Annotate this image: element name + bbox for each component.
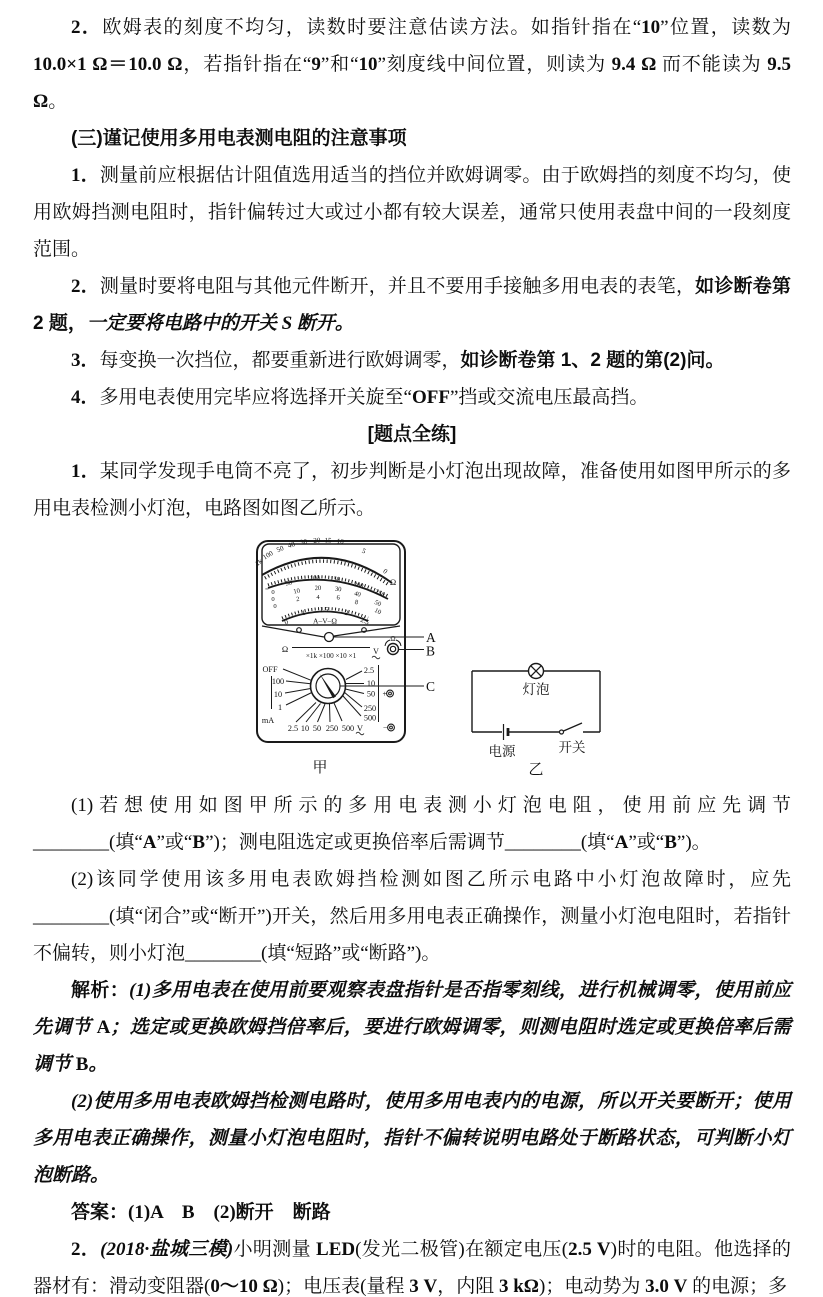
selector-position-label: 1 <box>277 703 283 712</box>
lamp-icon <box>529 664 544 679</box>
battery-label: 电源 <box>488 744 516 759</box>
panel-v-line <box>262 626 324 637</box>
meter-scale-label: 0 <box>271 589 275 596</box>
paragraph-answer: 答案：(1)A B (2)断开 断路 <box>71 1202 331 1223</box>
meter-scale-label: 6 <box>336 594 341 602</box>
meter-scale-label: 40 <box>286 540 296 550</box>
switch-icon <box>560 723 583 734</box>
selector-position-label: 250 <box>363 704 377 713</box>
section-heading-notes: (三)谨记使用多用电表测电阻的注意事项 <box>71 128 407 149</box>
ac-tilde-icon <box>372 656 380 659</box>
selector-right-labels <box>364 666 376 723</box>
switch-label: 开关 <box>558 740 586 755</box>
meter-scale-label: 5 <box>360 546 368 556</box>
selector-pointer-icon <box>320 674 337 699</box>
dc-symbol: = <box>265 586 269 593</box>
meter-scale-label: 8 <box>353 598 359 607</box>
multimeter-icon <box>253 536 436 776</box>
circuit-labels <box>489 682 587 759</box>
selector-position-label: 50 <box>312 724 322 733</box>
multiplier-row-label: ×1k ×100 ×10 ×1 <box>305 652 357 660</box>
paragraph-question-1-blank-2: (2)该同学使用该多用电表欧姆挡检测如图乙所示电路中小灯泡故障时，应先________(填“闭合”或“断开”)开关，然后用多用电表正确操作，测量小灯泡电阻时，若指针不偏转，则小灯泡________(填“短路”或“断路”)。 <box>33 869 791 964</box>
paragraph-note-4: 4．多用电表使用完毕应将选择开关旋至“OFF”挡或交流电压最高挡。 <box>71 387 649 408</box>
meter-scale-label: 100 <box>261 549 275 562</box>
selector-spokes-left <box>283 669 312 705</box>
avo-unit-label: A–V–Ω <box>313 616 337 626</box>
selector-position-label: 100 <box>271 677 285 686</box>
meter-scale-label: 2 <box>295 595 300 604</box>
callout-a-label: A <box>426 630 436 645</box>
meter-scale-label: 10 <box>336 537 345 546</box>
plus-terminal-label: + <box>382 689 388 699</box>
ohm-adjust-label: Ω <box>390 635 396 643</box>
selector-unit-label: V <box>356 723 364 733</box>
selector-spokes-bottom <box>296 703 342 723</box>
plus-terminal-icon <box>389 692 392 695</box>
meter-scale-label: 30 <box>334 585 342 594</box>
meter-scale-label: 100 <box>309 574 321 583</box>
meter-scale-label: 50 <box>284 579 293 588</box>
meter-scale-label: 150 <box>329 575 341 584</box>
callout-letters <box>426 630 436 694</box>
callout-b-label: B <box>426 643 436 659</box>
meter-scale-label: 250 <box>373 588 386 599</box>
meter-scale-label: 15 <box>324 536 332 545</box>
dial-screw-icon <box>297 628 302 633</box>
meter-scale-label: 0 <box>271 596 275 603</box>
meter-scale-label: 2.5 <box>359 615 371 627</box>
ohm-range-label: Ω <box>281 644 289 654</box>
meter-scale-label: 200 <box>352 580 365 591</box>
plus-terminal-icon <box>387 690 394 697</box>
selector-position-label: 10 <box>273 690 283 699</box>
paragraph-analysis-2: (2)使用多用电表欧姆挡检测电路时，使用多用电表内的电源，所以开关要断开；使用多用电表正确操作，测量小灯泡电阻时，指针不偏转说明电路处于断路状态，可判断小灯泡断路。 <box>33 1091 791 1186</box>
paragraph-note-1: 1．测量前应根据估计阻值选用适当的挡位并欧姆调零。由于欧姆挡的刻度不均匀，使用欧姆挡测电阻时，指针偏转过大或过小都有较大误差，通常只使用表盘中间的一段刻度范围。 <box>33 165 791 260</box>
ohm-unit-label: Ω <box>389 577 397 587</box>
selector-spokes-right <box>343 671 364 716</box>
selector-left-labels <box>262 665 284 725</box>
section-heading-practice: [题点全练] <box>367 424 457 445</box>
minus-terminal-label: − <box>383 723 388 733</box>
meter-scale-label: 0 <box>381 567 389 576</box>
ohm-adjust-knob-icon <box>388 644 399 655</box>
selector-position-label: 250 <box>325 724 339 733</box>
meter-scale-label: 1 <box>301 608 307 618</box>
selector-position-label: 10 <box>300 724 310 733</box>
mechanical-zero-adjust-icon <box>325 633 334 642</box>
selector-position-label: 2.5 <box>363 666 375 675</box>
meter-scale-label: 20 <box>314 584 322 593</box>
circuit-diagram-icon <box>472 664 600 779</box>
meter-scale-label: 10 <box>373 607 383 617</box>
figure-caption-yi: 乙 <box>528 762 544 778</box>
meter-scale-label: 50 <box>373 599 383 609</box>
selector-position-label: 10 <box>366 679 376 688</box>
minus-terminal-icon <box>388 724 395 731</box>
figure-multimeter-and-circuit <box>33 531 791 783</box>
paragraph-question-1-blank-1: (1)若想使用如图甲所示的多用电表测小灯泡电阻，使用前应先调节________(填“A”或“B”)；测电阻选定或更换倍率后需调节________(填“A”或“B”)。 <box>33 795 791 853</box>
meter-scale-label: 4 <box>316 594 320 601</box>
selector-bottom-labels <box>288 723 364 733</box>
selector-unit-label: mA <box>261 716 275 725</box>
ohm-adjust-knob-icon <box>390 646 395 651</box>
minus-terminal-icon <box>390 726 393 729</box>
meter-scale-label: 1k <box>253 557 264 568</box>
paragraph-note-3: 3．每变换一次挡位，都要重新进行欧姆调零，如诊断卷第 1、2 题的第(2)问。 <box>71 350 725 371</box>
figure-caption-jia: 甲 <box>312 760 328 776</box>
paragraph-question-1: 1．某同学发现手电筒不亮了，初步判断是小灯泡出现故障，准备使用如图甲所示的多用电表检测小灯泡，电路图如图乙所示。 <box>33 461 791 519</box>
meter-scale-label: 0 <box>273 603 277 610</box>
meter-scale-label: 20 <box>313 536 321 545</box>
selector-position-label: 500 <box>341 724 355 733</box>
meter-scale-label: 10 <box>292 587 301 596</box>
meter-scale-label: 2 <box>343 608 349 618</box>
paragraph-note-2: 2．测量时要将电阻与其他元件断开，并且不要用手接触多用电表的表笔，如诊断卷第 2 题，一定要将电路中的开关 S 断开。 <box>33 276 791 334</box>
paragraph-ohm-reading: 2．欧姆表的刻度不均匀，读数时要注意估读方法。如指针指在“10”位置，读数为 10.0×1 Ω＝10.0 Ω，若指针指在“9”和“10”刻度线中间位置，则读为 9.4 Ω 而不能读为 9.5 Ω。 <box>33 17 791 112</box>
acv-label: V <box>373 647 379 656</box>
figure-svg <box>240 531 660 783</box>
meter-scale-label: 30 <box>299 537 308 547</box>
selector-position-label: 50 <box>366 689 376 699</box>
selector-position-label: 2.5 <box>287 724 299 733</box>
meter-scale-label: 1.5 <box>319 606 329 614</box>
meter-scale-label: 40 <box>353 590 362 599</box>
selector-position-label: OFF <box>262 665 278 674</box>
paragraph-question-2: 2．(2018·盐城三模)小明测量 LED(发光二极管)在额定电压(2.5 V)时的电阻。他选择的器材有：滑动变阻器(0～10 Ω)；电压表(量程 3 V，内阻 3 kΩ)；电动势为 3.0 V 的电源；多 <box>33 1239 791 1297</box>
meter-scale-label: 0 <box>283 617 290 627</box>
selector-position-label: 500 <box>363 713 377 723</box>
battery-icon <box>504 724 509 740</box>
paragraph-analysis-1: 解析：(1)多用电表在使用前要观察表盘指针是否指零刻线，进行机械调零，使用前应先调节 A；选定或更换欧姆挡倍率后，要进行欧姆调零，则测电阻时选定或更换倍率后需调节 B。 <box>33 980 791 1075</box>
meter-scale-label: 50 <box>275 544 286 555</box>
lamp-label: 灯泡 <box>522 682 550 697</box>
callout-c-label: C <box>426 679 436 694</box>
